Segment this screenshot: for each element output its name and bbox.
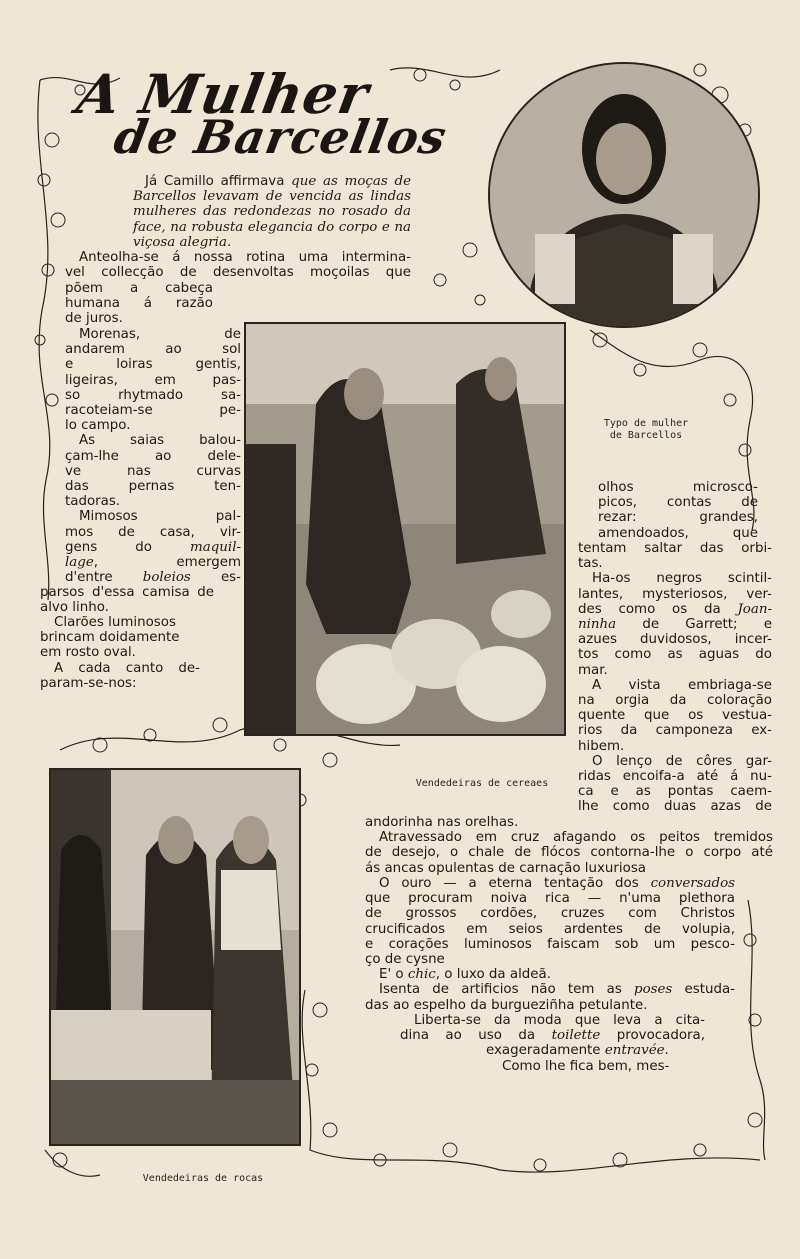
text-line: racoteiam-se pe- xyxy=(65,403,241,419)
text-line: As saias balou- xyxy=(79,433,241,449)
text-line: quente que os vestua- xyxy=(578,708,772,724)
text-line: rios da camponeza ex- xyxy=(578,723,772,739)
text-line: Como lhe fica bem, mes- xyxy=(502,1058,670,1074)
article-title-line1: A Mulher xyxy=(72,62,374,126)
text-line: param-se-nos: xyxy=(40,675,137,691)
text-line: d'entre boleios es- xyxy=(65,570,241,586)
bottom-column xyxy=(365,876,735,1013)
text-line: em rosto oval. xyxy=(40,645,136,661)
text-line: mos de casa, vir- xyxy=(65,524,241,540)
text-line: tos como as aguas do xyxy=(578,647,772,663)
bottom-column-narrow xyxy=(400,1013,705,1074)
text-line: vel collecção de desenvoltas moçoilas que xyxy=(65,265,411,281)
right-column-top xyxy=(598,480,758,541)
text-line: e loiras gentis, xyxy=(65,357,241,373)
bottom-column-wide xyxy=(365,815,773,876)
paragraph-rotina xyxy=(65,250,411,280)
text-line: ninha de Garrett; e xyxy=(578,617,772,633)
text-line: humana á razão xyxy=(65,296,213,312)
text-line: andarem ao sol xyxy=(65,342,241,358)
text-line: ás ancas opulentas de carnação luxuriosa xyxy=(365,860,647,876)
text-line: lage, emergem xyxy=(65,555,241,571)
text-line: de grossos cordões, cruzes com Christos xyxy=(365,906,735,922)
text-line: lo campo. xyxy=(65,418,131,434)
text-line: ligeiras, em pas- xyxy=(65,372,241,388)
text-line: põem a cabeça xyxy=(65,281,213,296)
text-line: rezar: grandes, xyxy=(598,510,758,526)
text-line: O lenço de côres gar- xyxy=(592,753,772,769)
text-line: brincam doidamente xyxy=(40,630,180,646)
text-line: dina ao uso da toilette provocadora, xyxy=(400,1028,705,1044)
intro-paragraph xyxy=(133,174,411,250)
text-line: olhos microsco- xyxy=(598,480,758,495)
text-line: de juros. xyxy=(65,311,123,327)
portrait-photo xyxy=(488,62,760,328)
portrait-caption xyxy=(596,418,696,442)
portrait-caption-line2: de Barcellos xyxy=(609,430,683,441)
left-narrow-column xyxy=(65,327,241,585)
text-line: tentam saltar das orbi- xyxy=(578,541,772,556)
text-line: parsos d'essa camisa de xyxy=(40,585,214,600)
text-line: mar. xyxy=(578,662,608,678)
text-line: andorinha nas orelhas. xyxy=(365,815,519,830)
distaff-sellers-photo xyxy=(49,768,301,1146)
market-caption: Vendedeiras de cereaes xyxy=(415,778,549,789)
text-line: lhe como duas azas de xyxy=(578,799,772,815)
text-line: hibem. xyxy=(578,738,625,754)
intro-quote: que as moças de Barcellos levavam de vencida as lindas mulheres das redondezas no rosado da face, na robusta elegancia do corpo e na viçosa alegria. xyxy=(133,174,411,250)
left-wide-lines xyxy=(40,585,214,615)
text-line: crucificados em seios ardentes de volupia, xyxy=(365,921,735,937)
text-line: Morenas, de xyxy=(79,327,241,342)
text-line: tas. xyxy=(578,556,603,572)
intro-text-plain: Já Camillo affirmava xyxy=(145,174,292,189)
text-line: Clarões luminosos xyxy=(54,615,176,630)
article-title-line2: de Barcellos xyxy=(110,110,451,164)
text-line: das ao espelho da burgueziñha petulante. xyxy=(365,997,648,1013)
portrait-caption-line1: Typo de mulher xyxy=(603,418,689,429)
text-line: exageradamente entravée. xyxy=(486,1043,669,1059)
text-line: ca e as pontas caem- xyxy=(578,784,772,800)
text-line: das pernas ten- xyxy=(65,479,241,495)
text-line: picos, contas de xyxy=(598,495,758,511)
right-column xyxy=(578,541,772,815)
text-line: lantes, mysteriosos, ver- xyxy=(578,586,772,602)
text-line: alvo linho. xyxy=(40,600,109,616)
text-line: des como os da Joan- xyxy=(578,601,772,617)
text-line: ve nas curvas xyxy=(65,463,241,479)
text-line: Anteolha-se á nossa rotina uma intermina- xyxy=(79,250,411,265)
text-line: e corações luminosos faiscam sob um pesco- xyxy=(365,936,735,952)
text-line: E' o chic, o luxo da aldeã. xyxy=(379,967,551,983)
text-line: Ha-os negros scintil- xyxy=(592,571,772,587)
text-line: de desejo, o chale de flócos contorna-lhe o corpo até xyxy=(365,845,773,861)
text-line: O ouro — a eterna tentação dos conversados xyxy=(379,876,735,891)
text-line: Liberta-se da moda que leva a cita- xyxy=(414,1013,705,1028)
text-line: A cada canto de- xyxy=(54,660,200,676)
left-closing-lines xyxy=(40,615,200,691)
text-line: que procuram noiva rica — n'uma plethora xyxy=(365,891,735,907)
text-line: azues duvidosos, incer- xyxy=(578,632,772,648)
text-line: gens do maquil- xyxy=(65,539,241,555)
text-line: so rhytmado sa- xyxy=(65,387,241,403)
text-line: Atravessado em cruz afagando os peitos tremidos xyxy=(379,830,773,846)
text-line: amendoados, que xyxy=(598,525,758,541)
text-line: tadoras. xyxy=(65,494,121,510)
text-line: Mimosos pal- xyxy=(79,509,241,525)
text-line: Isenta de artificios não tem as poses estuda- xyxy=(379,982,735,998)
text-line: A vista embriaga-se xyxy=(592,677,772,693)
text-line: ço de cysne xyxy=(365,952,445,968)
text-line: na orgia da coloração xyxy=(578,693,772,709)
text-line: çam-lhe ao dele- xyxy=(65,448,241,464)
paragraph-rotina-narrow xyxy=(65,281,213,327)
text-line: ridas encoifa-a até á nu- xyxy=(578,769,772,785)
market-photo xyxy=(244,322,566,736)
distaff-caption: Vendedeiras de rocas xyxy=(142,1173,264,1184)
